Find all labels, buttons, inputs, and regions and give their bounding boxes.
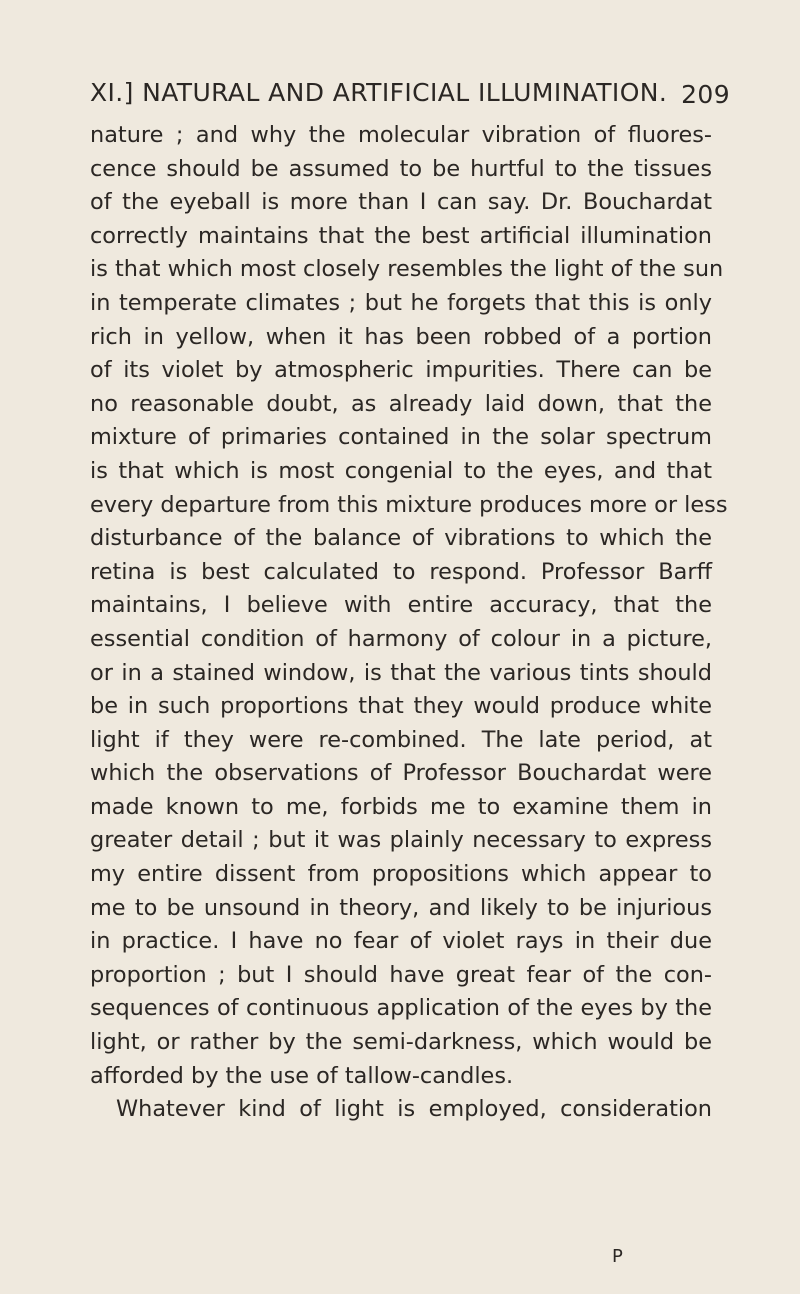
signature-mark: P: [612, 1246, 623, 1267]
text-line: my entire dissent from propositions which appear to: [90, 861, 712, 888]
text-line: light, or rather by the semi-darkness, which would be: [90, 1029, 712, 1056]
text-line: or in a stained window, is that the various tints should: [90, 659, 712, 686]
text-line: sequences of continuous application of the eyes by the: [90, 995, 712, 1022]
text-line: afforded by the use of tallow-candles.: [90, 1062, 514, 1089]
text-line: is that which most closely resembles the light of the sun: [90, 256, 724, 283]
text-line: of the eyeball is more than I can say. Dr. Bouchardat: [90, 189, 712, 216]
text-line: me to be unsound in theory, and likely to be injurious: [90, 894, 712, 921]
text-line: Whatever kind of light is employed, consideration: [116, 1096, 712, 1123]
text-line: mixture of primaries contained in the solar spectrum: [90, 424, 712, 451]
text-line: maintains, I believe with entire accuracy, that the: [90, 592, 712, 619]
text-line: greater detail ; but it was plainly necessary to express: [90, 827, 712, 854]
text-line: is that which is most congenial to the eyes, and that: [90, 457, 712, 484]
text-line: disturbance of the balance of vibrations to which the: [90, 525, 712, 552]
body-text: [90, 119, 728, 1127]
running-head: XI.] NATURAL AND ARTIFICIAL ILLUMINATION.: [90, 78, 668, 107]
text-line: proportion ; but I should have great fear of the con-: [90, 961, 712, 988]
text-line: which the observations of Professor Bouchardat were: [90, 760, 712, 787]
page-number: 209: [681, 80, 730, 109]
text-line: correctly maintains that the best artificial illumination: [90, 222, 712, 249]
text-line: of its violet by atmospheric impurities. There can be: [90, 357, 712, 384]
text-line: no reasonable doubt, as already laid down, that the: [90, 390, 712, 417]
text-line: light if they were re-combined. The late period, at: [90, 726, 712, 753]
text-line: in temperate climates ; but he forgets that this is only: [90, 289, 712, 316]
text-line: nature ; and why the molecular vibration of fluores-: [90, 122, 712, 148]
text-line: retina is best calculated to respond. Professor Barff: [90, 558, 712, 585]
running-header: [90, 78, 730, 107]
text-line: rich in yellow, when it has been robbed of a portion: [90, 323, 712, 350]
text-line: every departure from this mixture produces more or less: [90, 491, 728, 518]
text-line: made known to me, forbids me to examine them in: [90, 793, 712, 820]
text-line: be in such proportions that they would produce white: [90, 693, 712, 720]
text-line: essential condition of harmony of colour in a picture,: [90, 625, 712, 652]
text-line: in practice. I have no fear of violet rays in their due: [90, 928, 712, 955]
text-line: cence should be assumed to be hurtful to the tissues: [90, 155, 712, 182]
